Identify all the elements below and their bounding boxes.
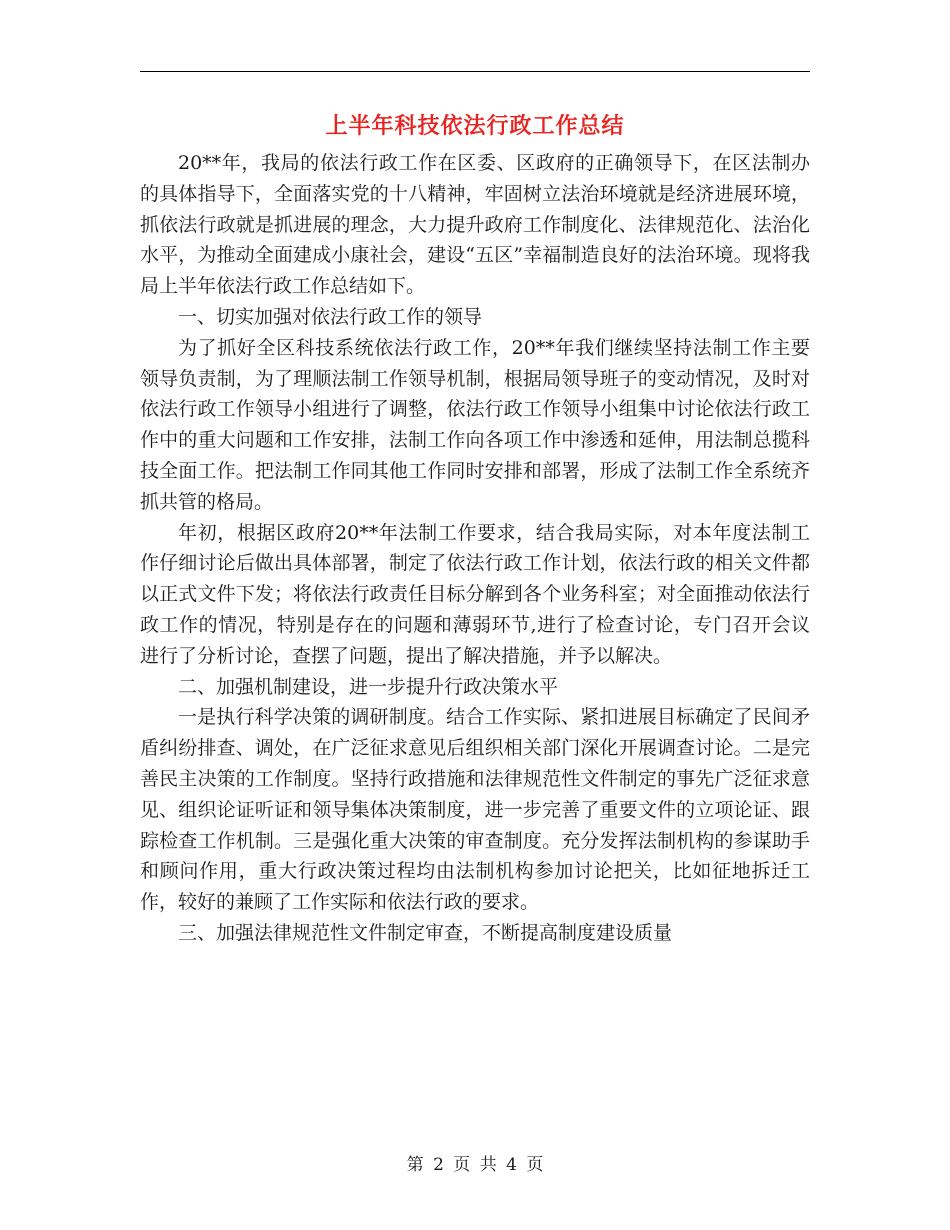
section-heading-3: 三、加强法律规范性文件制定审查，不断提高制度建设质量 (178, 921, 673, 944)
paragraph-decision-mechanism: 一是执行科学决策的调研制度。结合工作实际、紧扣进展目标确定了民间矛盾纠纷排查、调处，在广泛征求意见后组织相关部门深化开展调查讨论。二是完善民主决策的工作制度。坚持行政措施和法律规范性文件制定的事先广泛征求意见、组织论证听证和领导集体决策制度，进一步完善了重要文件的立项论证、跟踪检查工作机制。三是强化重大决策的审查制度。充分发挥法制机构的参谋助手和顾问作用，重大行政决策过程均由法制机构参加讨论把关，比如征地拆迁工作，较好的兼顾了工作实际和依法行政的要求。 (140, 706, 810, 914)
paragraph-leadership: 为了抓好全区科技系统依法行政工作，20**年我们继续坚持法制工作主要领导负责制，为了理顺法制工作领导机制，根据局领导班子的变动情况，及时对依法行政工作领导小组进行了调整，依法行政工作领导小组集中讨论依法行政工作中的重大问题和工作安排，法制工作向各项工作中渗透和延伸，用法制总揽科技全面工作。把法制工作同其他工作同时安排和部署，形成了法制工作全系统齐抓共管的格局。 (140, 336, 810, 513)
page-number: 第 2 页 共 4 页 (406, 1155, 544, 1175)
document-title: 上半年科技依法行政工作总结 (325, 113, 625, 139)
paragraph-intro: 20**年，我局的依法行政工作在区委、区政府的正确领导下，在区法制办的具体指导下，全面落实党的十八精神，牢固树立法治环境就是经济进展环境，抓依法行政就是抓进展的理念，大力提升政府工作制度化、法律规范化、法治化水平，为推动全面建成小康社会，建设“五区”幸福制造良好的法治环境。现将我局上半年依法行政工作总结如下。 (140, 152, 810, 298)
document-body (140, 148, 810, 949)
section-heading-1: 一、切实加强对依法行政工作的领导 (178, 305, 483, 328)
section-heading-2: 二、加强机制建设，进一步提升行政决策水平 (178, 675, 559, 698)
paragraph-annual-plan: 年初，根据区政府20**年法制工作要求，结合我局实际，对本年度法制工作仔细讨论后做出具体部署，制定了依法行政工作计划，依法行政的相关文件都以正式文件下发；将依法行政责任目标分解到各个业务科室；对全面推动依法行政工作的情况，特别是存在的问题和薄弱环节,进行了检查讨论，专门召开会议进行了分析讨论，查摆了问题，提出了解决措施，并予以解决。 (140, 521, 810, 667)
header-rule (140, 71, 810, 72)
